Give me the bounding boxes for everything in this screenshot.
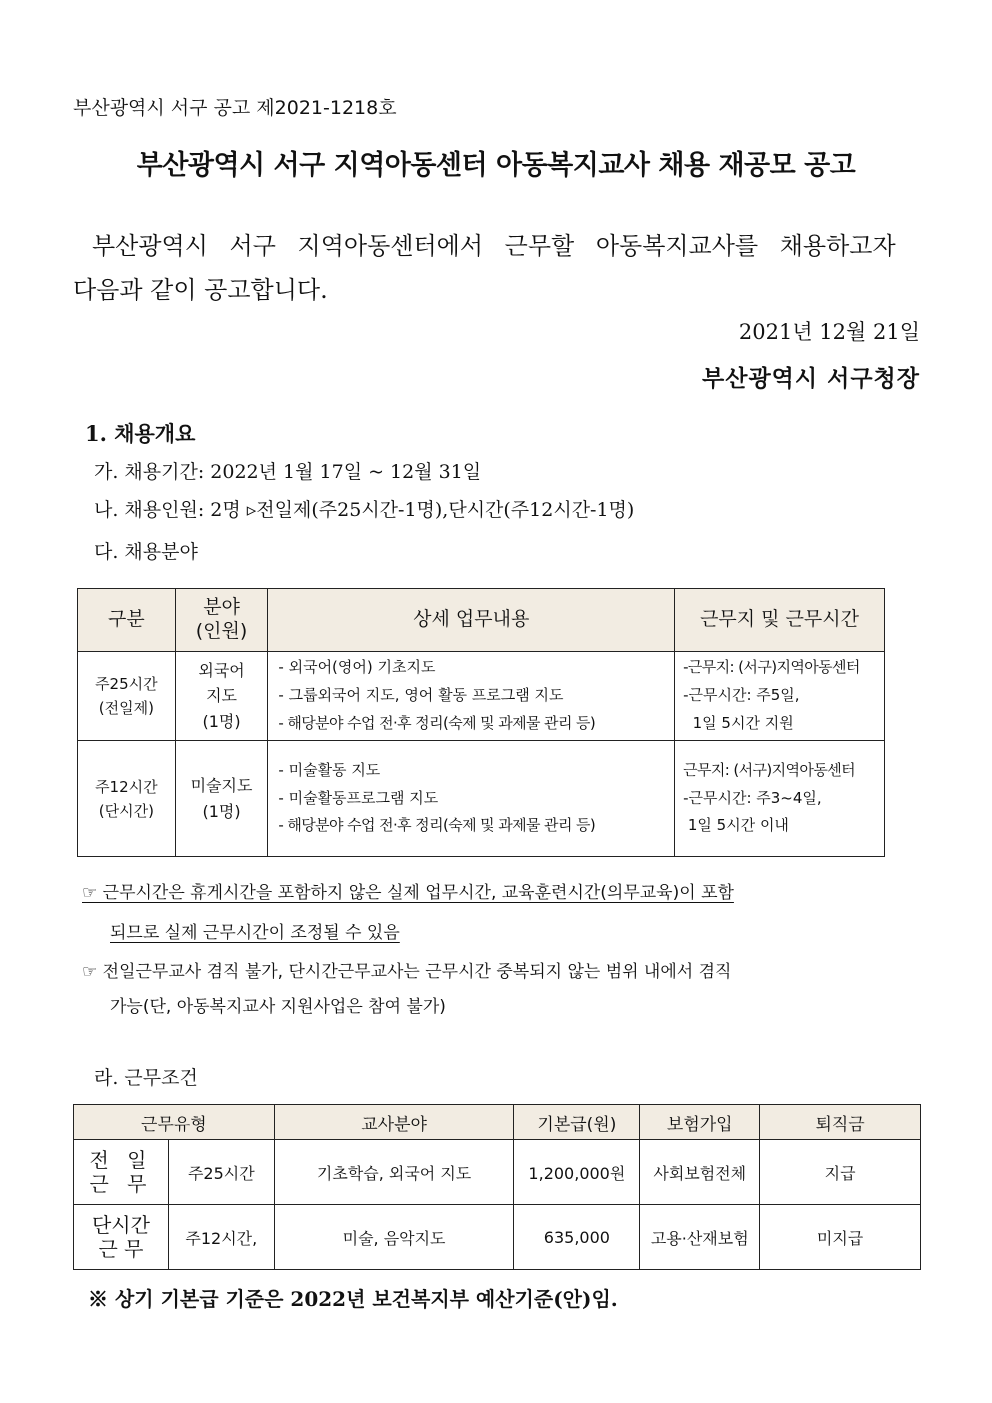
- base-pay-cell: 1,200,000원: [514, 1140, 640, 1205]
- page-title: 부산광역시 서구 지역아동센터 아동복지교사 채용 재공모 공고: [136, 150, 856, 181]
- header-cell: 퇴직금: [760, 1105, 921, 1140]
- header-cell: 근무지 및 근무시간: [675, 589, 885, 652]
- work-type-cell: 전 일 근 무: [74, 1140, 169, 1205]
- note-2-line-1: ☞ 전일근무교사 겸직 불가, 단시간근무교사는 근무시간 중복되지 않는 범위 내에서 겸직: [82, 962, 732, 982]
- category-cell: 주25시간 (전일제): [78, 652, 176, 741]
- table-row: [74, 1140, 921, 1205]
- workplace-line: -근무시간: 주3~4일,: [683, 788, 822, 807]
- header-cell: 교사분야: [274, 1105, 514, 1140]
- workplace-cell: [675, 741, 885, 857]
- workplace-cell: [675, 652, 885, 741]
- field-heading: 다. 채용분야: [94, 541, 198, 563]
- conditions-table: [73, 1104, 921, 1270]
- hours-cell: 주25시간: [168, 1140, 274, 1205]
- header-cell: 상세 업무내용: [268, 589, 675, 652]
- intro-line-1: 부산광역시 서구 지역아동센터에서 근무할 아동복지교사를 채용하고자: [92, 232, 896, 260]
- table-row: [78, 652, 885, 741]
- field-cell: 미술지도 (1명): [175, 741, 268, 857]
- base-pay-cell: 635,000: [514, 1205, 640, 1270]
- workplace-line: 근무지: (서구)지역아동센터: [683, 760, 855, 779]
- header-cell: 구분: [78, 589, 176, 652]
- header-cell: 기본급(원): [514, 1105, 640, 1140]
- header-cell: 분야 (인원): [175, 589, 268, 652]
- details-cell: [268, 652, 675, 741]
- recruitment-period: 가. 채용기간: 2022년 1월 17일 ~ 12월 31일: [94, 461, 482, 483]
- recruitment-headcount: 나. 채용인원: 2명 ▹전일제(주25시간-1명),단시간(주12시간-1명): [94, 499, 635, 521]
- field-table: [77, 588, 885, 857]
- header-cell: 근무유형: [74, 1105, 275, 1140]
- work-type-cell: 단시간 근 무: [74, 1205, 169, 1270]
- detail-line: - 그룹외국어 지도, 영어 활동 프로그램 지도: [278, 686, 564, 705]
- notice-number: 부산광역시 서구 공고 제2021-1218호: [73, 97, 397, 119]
- workplace-line: 1일 5시간 이내: [683, 816, 789, 835]
- footer-note: ※ 상기 기본급 기준은 2022년 보건복지부 예산기준(안)임.: [88, 1287, 618, 1311]
- teacher-field-cell: 미술, 음악지도: [274, 1205, 514, 1270]
- workplace-line: -근무지: (서구)지역아동센터: [683, 658, 860, 677]
- table-header-row: [78, 589, 885, 652]
- field-cell: 외국어 지도 (1명): [175, 652, 268, 741]
- notice-date: 2021년 12월 21일: [738, 320, 920, 344]
- hours-cell: 주12시간,: [168, 1205, 274, 1270]
- details-cell: [268, 741, 675, 857]
- teacher-field-cell: 기초학습, 외국어 지도: [274, 1140, 514, 1205]
- intro-line-2: 다음과 같이 공고합니다.: [73, 276, 328, 304]
- header-cell: 보험가입: [640, 1105, 760, 1140]
- detail-line: - 미술활동프로그램 지도: [278, 788, 439, 807]
- severance-cell: 미지급: [760, 1205, 921, 1270]
- insurance-cell: 고용·산재보험: [640, 1205, 760, 1270]
- detail-line: - 외국어(영어) 기초지도: [278, 658, 436, 677]
- conditions-heading: 라. 근무조건: [94, 1067, 198, 1089]
- detail-line: - 미술활동 지도: [278, 760, 381, 779]
- section-heading-overview: 1. 채용개요: [85, 421, 196, 446]
- table-row: [78, 741, 885, 857]
- category-cell: 주12시간 (단시간): [78, 741, 176, 857]
- workplace-line: 1일 5시간 지원: [683, 713, 794, 732]
- table-row: [74, 1205, 921, 1270]
- workplace-line: -근무시간: 주5일,: [683, 686, 800, 705]
- detail-line: - 해당분야 수업 전·후 정리(숙제 및 과제물 관리 등): [278, 713, 596, 732]
- note-1-line-1: ☞ 근무시간은 휴게시간을 포함하지 않은 실제 업무시간, 교육훈련시간(의무교육)이 포함: [82, 883, 734, 903]
- signatory: 부산광역시 서구청장: [702, 365, 920, 392]
- note-1-line-2: 되므로 실제 근무시간이 조정될 수 있음: [110, 923, 400, 943]
- table-header-row: [74, 1105, 921, 1140]
- detail-line: - 해당분야 수업 전·후 정리(숙제 및 과제물 관리 등): [278, 816, 596, 835]
- insurance-cell: 사회보험전체: [640, 1140, 760, 1205]
- severance-cell: 지급: [760, 1140, 921, 1205]
- note-2-line-2: 가능(단, 아동복지교사 지원사업은 참여 불가): [110, 997, 446, 1017]
